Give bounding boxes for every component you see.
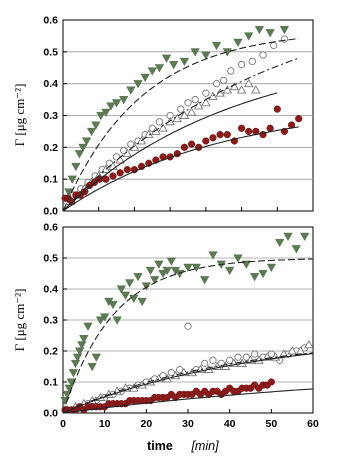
top-y-axis-label: Γ [μg cm⁻²] <box>12 83 27 147</box>
data-point <box>188 141 195 148</box>
bottom-panel <box>12 222 319 454</box>
data-point <box>275 239 284 247</box>
data-point <box>113 317 122 325</box>
top-panel <box>12 15 313 218</box>
data-point <box>249 58 255 64</box>
data-point <box>260 52 266 58</box>
y-tick-label: 0.3 <box>43 314 58 327</box>
data-point <box>251 351 257 357</box>
x-axis-unit: [min] <box>191 439 219 453</box>
data-point <box>185 100 191 106</box>
data-point <box>267 125 274 132</box>
data-point <box>200 276 209 284</box>
fit-curve <box>63 127 299 211</box>
data-point <box>167 258 176 266</box>
y-tick-label: 0.4 <box>43 283 58 296</box>
data-point <box>191 49 200 57</box>
data-point <box>255 26 264 34</box>
data-point <box>169 61 178 69</box>
data-point <box>228 68 234 74</box>
data-point <box>295 115 302 122</box>
data-point <box>69 369 78 377</box>
data-point <box>267 264 276 272</box>
data-point <box>284 233 293 241</box>
data-point <box>238 125 245 132</box>
data-point <box>224 131 231 138</box>
data-point <box>155 261 164 269</box>
data-point <box>245 80 253 87</box>
data-point <box>138 298 147 306</box>
data-point <box>203 90 209 96</box>
data-point <box>244 33 253 41</box>
fit-curve <box>63 259 313 413</box>
data-point <box>84 323 93 331</box>
x-axis-label: time <box>147 439 173 453</box>
data-point <box>134 273 143 281</box>
y-tick-label: 0.1 <box>43 376 58 389</box>
data-point <box>213 80 219 86</box>
data-point <box>121 292 130 300</box>
data-point <box>181 144 188 151</box>
y-tick-label: 0.2 <box>43 141 58 154</box>
data-point <box>124 166 131 173</box>
x-tick-label: 0 <box>60 418 66 430</box>
y-tick-label: 0.0 <box>43 205 58 218</box>
y-tick-label: 0.4 <box>43 78 58 91</box>
data-point <box>202 138 209 145</box>
y-tick-label: 0.0 <box>43 407 58 420</box>
data-point <box>156 119 162 125</box>
data-point <box>300 233 309 241</box>
data-point <box>280 26 289 34</box>
y-tick-label: 0.1 <box>43 173 58 186</box>
data-point <box>72 163 81 171</box>
data-point <box>234 39 243 47</box>
x-tick-label: 50 <box>265 418 278 430</box>
y-tick-label: 0.2 <box>43 345 58 358</box>
data-point <box>109 301 118 309</box>
data-point <box>210 134 217 141</box>
data-point <box>185 323 191 329</box>
data-point <box>87 128 96 136</box>
data-point <box>178 106 184 112</box>
data-point <box>130 295 139 303</box>
data-point <box>292 245 301 253</box>
data-point <box>209 92 217 99</box>
data-point <box>192 96 198 102</box>
data-point <box>117 169 124 176</box>
data-point <box>110 173 117 180</box>
bottom-y-axis-label: Γ [μg cm⁻²] <box>12 288 27 352</box>
fit-curve <box>63 93 277 211</box>
data-point <box>217 131 224 138</box>
data-point <box>75 150 84 158</box>
x-tick-label: 20 <box>140 418 153 430</box>
data-point <box>238 61 244 67</box>
data-point <box>210 357 216 363</box>
y-tick-label: 0.5 <box>43 46 58 59</box>
data-point <box>146 267 155 275</box>
data-point <box>88 363 97 371</box>
data-point <box>71 360 80 368</box>
data-point <box>223 86 231 93</box>
data-point <box>127 87 136 95</box>
y-tick-label: 0.6 <box>43 14 58 27</box>
data-point <box>235 354 241 360</box>
y-tick-label: 0.3 <box>43 110 58 122</box>
data-point <box>175 270 184 278</box>
data-point <box>271 42 277 48</box>
data-point <box>250 273 259 281</box>
data-point <box>305 341 313 348</box>
x-tick-label: 40 <box>223 418 236 430</box>
data-point <box>68 176 77 184</box>
data-point <box>225 267 234 275</box>
y-tick-label: 0.6 <box>43 221 58 234</box>
data-point <box>245 128 252 135</box>
data-point <box>212 42 221 50</box>
x-tick-label: 60 <box>307 418 319 430</box>
data-point <box>281 36 287 42</box>
data-point <box>201 360 207 366</box>
data-point <box>274 106 281 113</box>
data-point <box>259 270 268 278</box>
data-point <box>221 77 227 83</box>
data-point <box>180 58 189 66</box>
x-tick-label: 10 <box>98 418 111 430</box>
data-point <box>266 29 275 37</box>
y-tick-label: 0.5 <box>43 252 58 265</box>
x-tick-label: 30 <box>182 418 194 430</box>
data-point <box>92 354 101 362</box>
data-point <box>125 280 134 288</box>
data-point <box>268 379 275 386</box>
data-point <box>234 255 243 263</box>
data-point <box>202 52 211 60</box>
